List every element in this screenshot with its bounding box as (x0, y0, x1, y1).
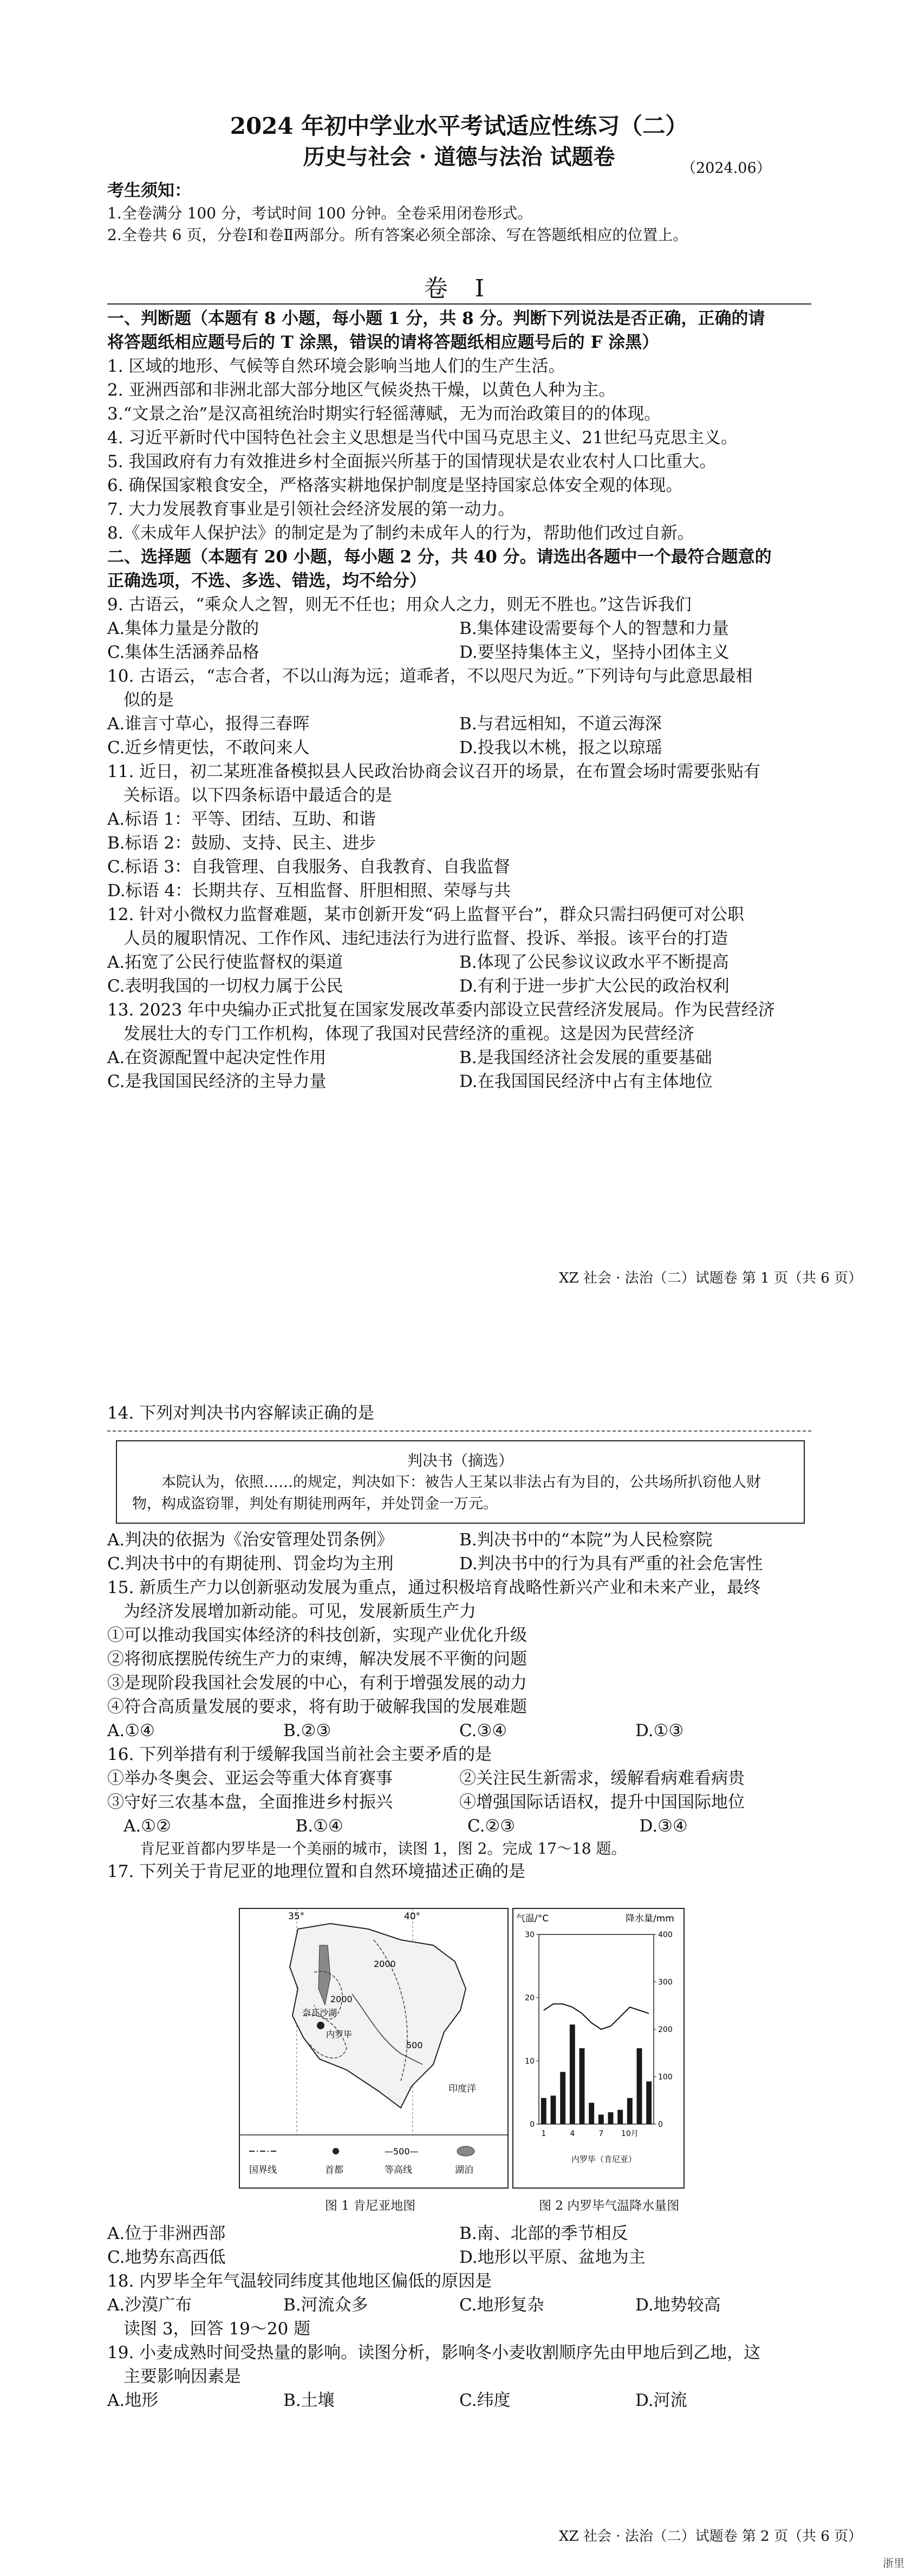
question-17-stem: 17. 下列关于肯尼亚的地理位置和自然环境描述正确的是 (107, 1862, 526, 1881)
legend-label: 等高线 (385, 2165, 412, 2176)
city-label: 内罗毕 (326, 2029, 353, 2040)
nairobi-capital-icon (317, 2022, 324, 2029)
option: A.判决的依据为《治安管理处罚条例》 (107, 1530, 394, 1550)
y2-tick-label: 0 (658, 2120, 663, 2129)
question-8: 8.《未成年人保护法》的制定是为了制约未成年人的行为，帮助他们改过自新。 (107, 523, 694, 543)
option: A.拓宽了公民行使监督权的渠道 (107, 953, 343, 972)
question-14 (107, 1401, 811, 1425)
option: D.在我国国民经济中占有主体地位 (459, 1072, 713, 1091)
section-heading: 正确选项，不选、多选、错选，均不给分） (107, 571, 426, 591)
statement: ④增强国际话语权，提升中国国际地位 (459, 1792, 745, 1812)
question-9-options (107, 640, 811, 664)
option: A.沙漠广布 (107, 2295, 192, 2315)
option: A.标语 1：平等、团结、互助、和谐 (107, 810, 376, 829)
question-12-options (107, 974, 811, 998)
question-16-statements (107, 1790, 811, 1814)
question-10-options (107, 736, 811, 760)
statement: ③是现阶段我国社会发展的中心，有利于增强发展的动力 (107, 1673, 527, 1693)
precip-bar (617, 2110, 623, 2124)
option: A.位于非洲西部 (107, 2224, 226, 2243)
question-13-options (107, 1046, 811, 1070)
question-15-options (107, 1719, 811, 1743)
notice (107, 179, 811, 246)
legend-lake-icon (457, 2146, 474, 2156)
question-18-stem: 18. 内罗毕全年气温较同纬度其他地区偏低的原因是 (107, 2271, 492, 2291)
y2-tick-label: 300 (658, 1978, 673, 1987)
y2-tick-label: 400 (658, 1931, 673, 1939)
climate-chart-figure (512, 1907, 685, 2189)
precip-bar (627, 2098, 633, 2124)
question-14-options (107, 1552, 811, 1576)
question-16-stem: 16. 下列举措有利于缓解我国当前社会主要矛盾的是 (107, 1745, 492, 1764)
option: C.纬度 (459, 2391, 511, 2410)
option: B.标语 2：鼓励、支持、民主、进步 (107, 833, 376, 853)
question-7: 7. 大力发展教育事业是引领社会经济发展的第一动力。 (107, 500, 515, 519)
option: D.③④ (639, 1816, 688, 1836)
kenya-map-figure (238, 1907, 509, 2189)
question-3: 3.“文景之治”是汉高祖统治时期实行轻徭薄赋，无为而治政策目的的体现。 (107, 404, 661, 424)
option: A.谁言寸草心，报得三春晖 (107, 714, 310, 734)
elevation-label: 2000 (374, 1959, 396, 1969)
option: B.②③ (283, 1721, 331, 1740)
section-heading: 二、选择题（本题有 20 小题，每小题 2 分，共 40 分。请选出各题中一个最符合题意的 (107, 547, 772, 567)
legend-label: 首都 (325, 2165, 343, 2176)
section-judgement (107, 307, 811, 1093)
exam-subtitle: 历史与社会 · 道德与法治 试题卷 (303, 144, 615, 170)
question-17-options (107, 2222, 811, 2245)
y-tick-label: 30 (525, 1931, 535, 1939)
precip-bar (551, 2096, 556, 2125)
notice-heading: 考生须知： (107, 181, 191, 200)
verdict-content: 本院认为，依照……的规定，判决如下：被告人王某以非法占有为目的，公共场所扒窃他人财物，构成盗窃罪，判处有期徒刑两年，并处罚金一万元。 (132, 1474, 761, 1512)
question-9-stem: 9. 古语云，“乘众人之智，则无不任也；用众人之力，则无不胜也。”这告诉我们 (107, 595, 692, 614)
legend-capital-icon (333, 2148, 339, 2154)
option: C.集体生活涵养品格 (107, 643, 259, 662)
elevation-label: 500 (406, 2040, 423, 2050)
statement: ②将彻底摆脱传统生产力的束缚，解决发展不平衡的问题 (107, 1649, 527, 1669)
divider (107, 1431, 811, 1432)
notice-item: 2.全卷共 6 页，分卷Ⅰ和卷Ⅱ两部分。所有答案必须全部涂、写在答题纸相应的位置上。 (107, 226, 688, 244)
legend-label: 国界线 (249, 2165, 277, 2176)
option: D.①③ (635, 1721, 684, 1740)
precip-bar (589, 2103, 594, 2124)
precip-bar (598, 2115, 604, 2125)
precip-bar (570, 2024, 575, 2124)
option: C.判决书中的有期徒刑、罚金均为主刑 (107, 1554, 394, 1574)
option: C.③④ (459, 1721, 507, 1740)
option: A.地形 (107, 2391, 159, 2410)
x-tick-label: 1 (541, 2130, 546, 2138)
kenya-map (238, 1907, 509, 2189)
option: D.投我以木桃，报之以琼瑶 (459, 738, 662, 758)
verdict-title: 判决书（摘选） (407, 1452, 513, 1470)
figure-2-caption: 图 2 内罗毕气温降水量图 (539, 2199, 680, 2213)
question-11-stem: 11. 近日，初二某班准备模拟县人民政治协商会议召开的场景，在布置会场时需要张贴有 (107, 762, 761, 781)
legend-label: 湖泊 (455, 2165, 473, 2176)
question-13-stem: 发展壮大的专门工作机构，体现了我国对民营经济的重视。这是因为民营经济 (123, 1024, 694, 1044)
statement: ①举办冬奥会、亚运会等重大体育赛事 (107, 1769, 393, 1788)
page-footer: XZ 社会 · 法治（二）试题卷 第 2 页（共 6 页） (559, 2528, 863, 2545)
option: B.土壤 (283, 2391, 335, 2410)
option: B.体现了公民参议议政水平不断提高 (459, 953, 729, 972)
precip-axis-label: 降水量/mm (626, 1913, 674, 1924)
option: B.河流众多 (283, 2295, 368, 2315)
y2-tick-label: 100 (658, 2073, 673, 2082)
climate-chart (512, 1907, 685, 2189)
section-heading: 将答题纸相应题号后的 T 涂黑，错误的请将答题纸相应题号后的 F 涂黑） (107, 333, 659, 352)
question-9-options (107, 617, 811, 640)
option: A.集体力量是分散的 (107, 619, 259, 638)
y-tick-label: 10 (525, 2057, 535, 2066)
precip-bar (646, 2081, 652, 2124)
question-5: 5. 我国政府有力有效推进乡村全面振兴所基于的国情现状是农业农村人口比重大。 (107, 452, 717, 471)
option: D.地形以平原、盆地为主 (459, 2248, 646, 2267)
temp-axis-label: 气温/°C (516, 1913, 549, 1924)
notice-item: 1.全卷满分 100 分，考试时间 100 分钟。全卷采用闭卷形式。 (107, 204, 533, 222)
longitude-label: 40° (404, 1911, 421, 1922)
question-16-statements (107, 1766, 811, 1790)
exam-date: （2024.06） (681, 160, 771, 177)
figure-1-caption: 图 1 肯尼亚地图 (325, 2199, 416, 2213)
y-tick-label: 20 (525, 1994, 535, 2003)
question-15-stem: 为经济发展增加新动能。可见，发展新质生产力 (123, 1602, 476, 1621)
verdict-box (116, 1440, 805, 1524)
question-14-stem: 14. 下列对判决书内容解读正确的是 (107, 1403, 375, 1423)
option: B.与君远相知，不道云海深 (459, 714, 662, 734)
option: A.①② (123, 1816, 171, 1836)
option: A.①④ (107, 1721, 155, 1740)
option: D.标语 4：长期共存、互相监督、肝胆相照、荣辱与共 (107, 881, 511, 901)
x-tick-label: 7 (598, 2130, 604, 2138)
page-2-body (107, 1528, 811, 1884)
question-16-options (107, 1814, 811, 1838)
page-footer: XZ 社会 · 法治（二）试题卷 第 1 页（共 6 页） (559, 1270, 863, 1286)
question-4: 4. 习近平新时代中国特色社会主义思想是当代中国马克思主义、21世纪马克思主义。 (107, 428, 738, 448)
option: B.是我国经济社会发展的重要基础 (459, 1048, 712, 1067)
option: C.地形复杂 (459, 2295, 544, 2315)
section-heading: 一、判断题（本题有 8 小题，每小题 1 分，共 8 分。判断下列说法是否正确，正确的请 (107, 309, 765, 328)
question-19-stem: 主要影响因素是 (123, 2367, 241, 2386)
option: D.有利于进一步扩大公民的政治权利 (459, 976, 730, 996)
x-tick-label: 10月 (621, 2130, 639, 2138)
option: C.②③ (467, 1816, 516, 1836)
option: B.①④ (295, 1816, 343, 1836)
question-15-stem: 15. 新质生产力以创新驱动发展为重点，通过积极培育战略性新兴产业和未来产业，最终 (107, 1578, 761, 1597)
option: D.判决书中的行为具有严重的社会危害性 (459, 1554, 763, 1574)
elevation-label: 2000 (330, 1994, 353, 2004)
option: C.近乡情更怯，不敢问来人 (107, 738, 310, 758)
reading-intro-3: 读图 3，回答 19～20 题 (123, 2319, 311, 2339)
x-tick-label: 4 (570, 2130, 575, 2138)
question-1: 1. 区域的地形、气候等自然环境会影响当地人们的生产生活。 (107, 357, 565, 376)
option: D.要坚持集体主义，坚持小团体主义 (459, 643, 730, 662)
climate-city-label: 内罗毕（肯尼亚） (571, 2154, 637, 2164)
question-6: 6. 确保国家粮食安全，严格落实耕地保护制度是坚持国家总体安全观的体现。 (107, 476, 683, 495)
option: A.在资源配置中起决定性作用 (107, 1048, 327, 1067)
question-12-stem: 人员的履职情况、工作作风、违纪违法行为进行监督、投诉、举报。该平台的打造 (123, 929, 728, 948)
question-17-options (107, 2245, 811, 2269)
precip-bar (580, 2048, 585, 2124)
y2-tick-label: 200 (658, 2025, 673, 2034)
question-13-stem: 13. 2023 年中央编办正式批复在国家发展改革委内部设立民营经济发展局。作为民营经济 (107, 1000, 775, 1020)
ocean-label: 印度洋 (448, 2083, 476, 2094)
precip-bar (541, 2098, 546, 2124)
section-juan-1: 卷 Ⅰ (424, 275, 494, 302)
option: D.地势较高 (635, 2295, 721, 2315)
precip-bar (608, 2112, 614, 2124)
option: C.是我国国民经济的主导力量 (107, 1072, 327, 1091)
legend-contour: —500— (385, 2146, 419, 2157)
corner-mark: 浙里 (883, 2556, 904, 2569)
question-19-options (107, 2389, 811, 2412)
precip-bar (637, 2048, 642, 2124)
statement: ②关注民生新需求，缓解看病难看病贵 (459, 1769, 745, 1788)
question-12-options (107, 950, 811, 974)
lake-label: 奈瓦沙湖 (302, 2008, 337, 2018)
option: B.判决书中的“本院”为人民检察院 (459, 1530, 713, 1550)
question-14-options (107, 1528, 811, 1552)
option: B.集体建设需要每个人的智慧和力量 (459, 619, 729, 638)
question-10-stem: 似的是 (123, 690, 174, 710)
question-2: 2. 亚洲西部和非洲北部大部分地区气候炎热干燥，以黄色人种为主。 (107, 380, 616, 400)
option: C.标语 3：自我管理、自我服务、自我教育、自我监督 (107, 857, 511, 877)
option: C.表明我国的一切权力属于公民 (107, 976, 343, 996)
divider (107, 303, 811, 305)
exam-title: 2024 年初中学业水平考试适应性练习（二） (230, 113, 688, 139)
question-12-stem: 12. 针对小微权力监督难题，某市创新开发“码上监督平台”，群众只需扫码便可对公职 (107, 905, 744, 924)
y-tick-label: 0 (530, 2120, 535, 2129)
option: C.地势东高西低 (107, 2248, 226, 2267)
option: B.南、北部的季节相反 (459, 2224, 628, 2243)
statement: ④符合高质量发展的要求，将有助于破解我国的发展难题 (107, 1697, 527, 1717)
question-11-stem: 关标语。以下四条标语中最适合的是 (123, 786, 392, 805)
question-19-stem: 19. 小麦成熟时间受热量的影响。读图分析，影响冬小麦收割顺序先由甲地后到乙地，这 (107, 2343, 761, 2363)
longitude-label: 35° (288, 1911, 305, 1922)
question-18-options (107, 2293, 811, 2317)
reading-intro: 肯尼亚首都内罗毕是一个美丽的城市，读图 1，图 2。完成 17～18 题。 (140, 1840, 627, 1857)
statement: ③守好三农基本盘，全面推进乡村振兴 (107, 1792, 393, 1812)
question-10-options (107, 712, 811, 736)
option: D.河流 (635, 2391, 687, 2410)
statement: ①可以推动我国实体经济的科技创新，实现产业优化升级 (107, 1626, 527, 1645)
question-10-stem: 10. 古语云，“志合者，不以山海为远；道乖者，不以咫尺为近。”下列诗句与此意思最相 (107, 666, 753, 686)
question-13-options (107, 1070, 811, 1093)
page-2-tail (107, 2222, 811, 2412)
precip-bar (560, 2072, 565, 2124)
